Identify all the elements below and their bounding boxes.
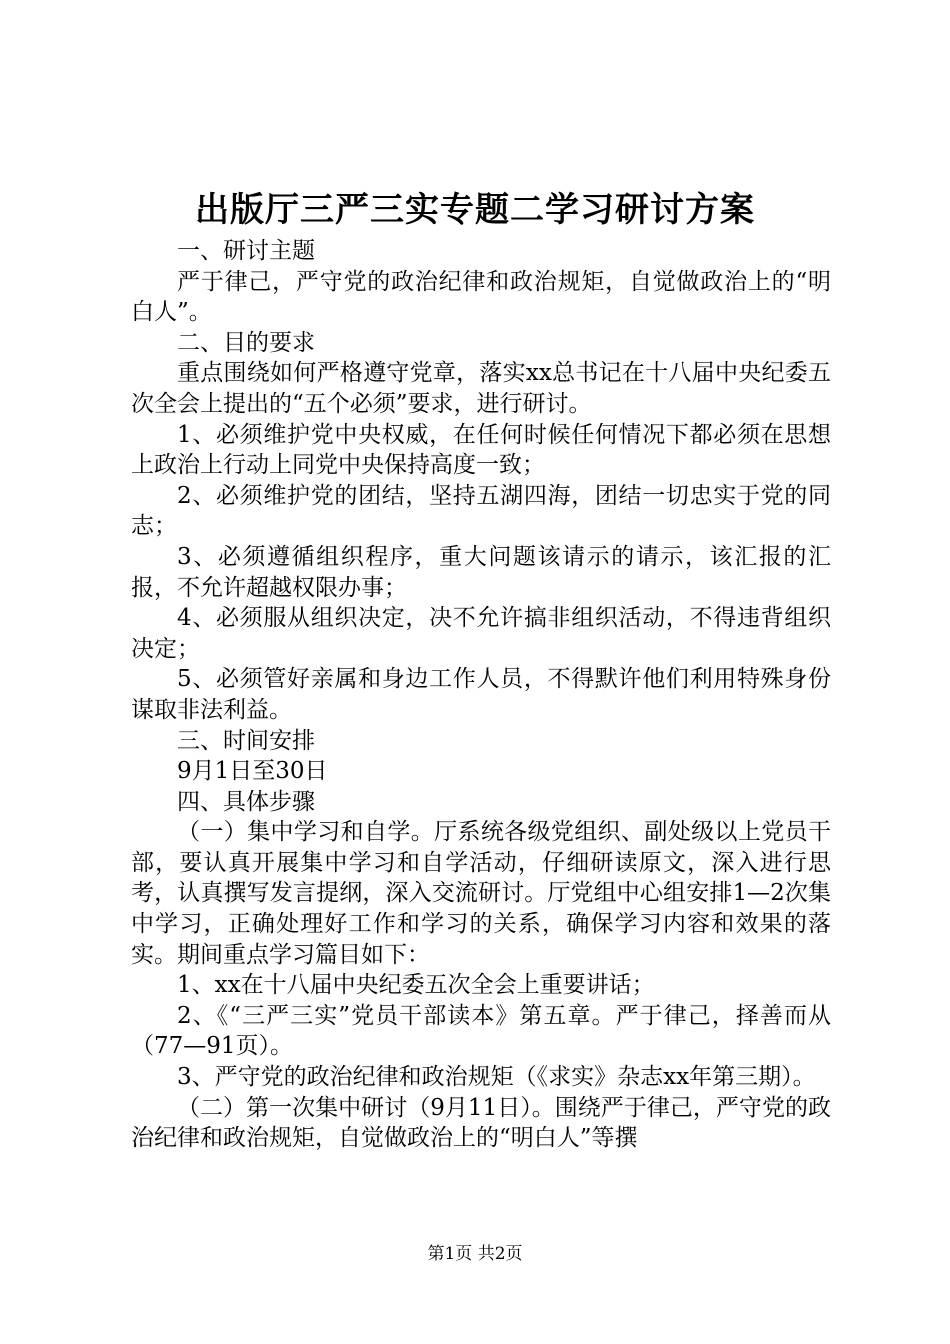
section-heading: 三、时间安排 [177, 727, 315, 754]
paragraph: （一）集中学习和自学。厅系统各级党组织、副处级以上党员干部，要认真开展集中学习和自学活动，仔细研读原文，深入进行思考，认真撰写发言提纲，深入交流研讨。厅党组中心组安排1—2次集中学习，正确处理好工作和学习的关系，确保学习内容和效果的落实。期间重点学习篇目如下： [131, 819, 831, 968]
list-item: 5、必须管好亲属和身边工作人员，不得默许他们利用特殊身份谋取非法利益。 [131, 666, 831, 723]
section-heading: 二、目的要求 [177, 329, 315, 356]
list-item: 4、必须服从组织决定，决不允许搞非组织活动，不得违背组织决定； [131, 605, 831, 662]
list-item: 1、xx在十八届中央纪委五次全会上重要讲话； [177, 972, 655, 999]
document-title: 出版厅三严三实专题二学习研讨方案 [195, 190, 755, 230]
page-footer: 第1页 共2页 [427, 1244, 523, 1264]
document-body [131, 236, 831, 1154]
list-item: 2、《“三严三实”党员干部读本》第五章。严于律己，择善而从（77—91页）。 [131, 1002, 831, 1060]
list-item: 3、必须遵循组织程序，重大问题该请示的请示，该汇报的汇报，不允许超越权限办事； [131, 543, 831, 601]
paragraph: （二）第一次集中研讨（9月11日）。围绕严于律己，严守党的政治纪律和政治规矩，自觉做政治上的“明白人”等撰 [131, 1094, 831, 1152]
paragraph: 9月1日至30日 [177, 758, 328, 785]
section-heading: 四、具体步骤 [177, 788, 315, 815]
list-item: 3、严守党的政治纪律和政治规矩（《求实》杂志xx年第三期）。 [177, 1064, 816, 1091]
paragraph: 重点围绕如何严格遵守党章，落实xx总书记在十八届中央纪委五次全会上提出的“五个必须”要求，进行研讨。 [131, 360, 831, 417]
list-item: 2、必须维护党的团结，坚持五湖四海，团结一切忠实于党的同志； [131, 482, 831, 540]
list-item: 1、必须维护党中央权威，在任何时候任何情况下都必须在思想上政治上行动上同党中央保持高度一致； [131, 421, 831, 479]
section-heading: 一、研讨主题 [177, 238, 315, 264]
paragraph: 严于律己，严守党的政治纪律和政治规矩，自觉做政治上的“明白人”。 [131, 268, 831, 326]
